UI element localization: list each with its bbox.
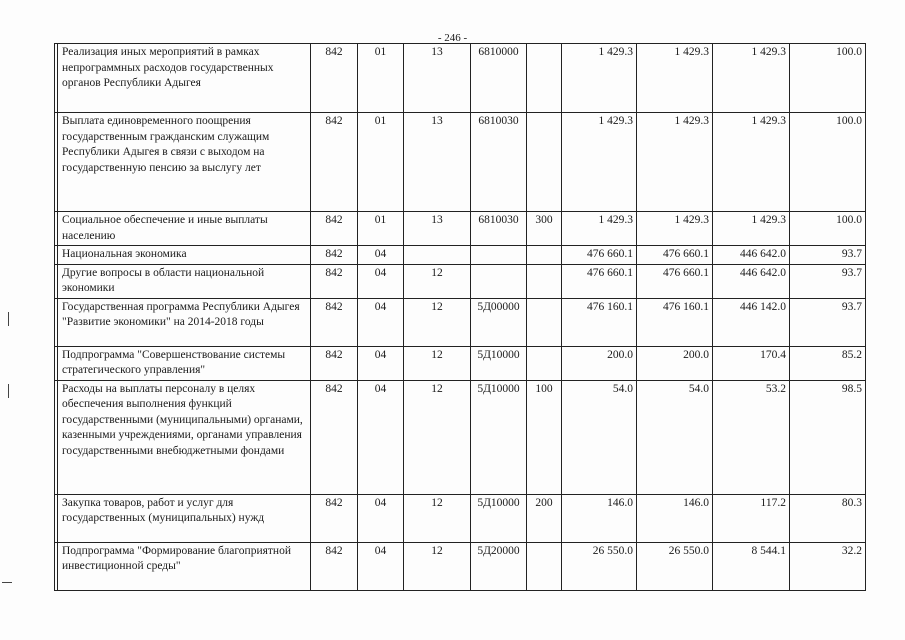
approved-amount: 1 429.3 [562, 113, 637, 212]
executed-amount: 170.4 [713, 346, 790, 380]
expense-type-code [527, 113, 562, 212]
target-article-code: 6810030 [471, 113, 527, 212]
row-name: Подпрограмма "Совершенствование системы стратегического управления" [58, 346, 311, 380]
dept-code: 842 [311, 542, 358, 590]
approved-amount: 476 660.1 [562, 264, 637, 298]
executed-amount: 446 642.0 [713, 246, 790, 265]
expense-type-code [527, 246, 562, 265]
approved-amount: 476 660.1 [562, 246, 637, 265]
expense-type-code [527, 298, 562, 346]
subsection-code: 12 [404, 380, 471, 494]
row-name: Выплата единовременного поощрения государственным гражданским служащим Республики Адыгея в связи с выходом на государственную пенсию за выслугу лет [58, 113, 311, 212]
expense-type-code [527, 542, 562, 590]
execution-percent: 100.0 [790, 212, 866, 246]
expense-type-code [527, 264, 562, 298]
section-code: 04 [358, 298, 404, 346]
refined-amount: 54.0 [637, 380, 713, 494]
subsection-code: 12 [404, 346, 471, 380]
execution-percent: 80.3 [790, 494, 866, 542]
refined-amount: 476 660.1 [637, 246, 713, 265]
dept-code: 842 [311, 212, 358, 246]
subsection-code: 13 [404, 44, 471, 113]
approved-amount: 200.0 [562, 346, 637, 380]
executed-amount: 1 429.3 [713, 113, 790, 212]
execution-percent: 93.7 [790, 246, 866, 265]
execution-percent: 93.7 [790, 298, 866, 346]
section-code: 04 [358, 542, 404, 590]
refined-amount: 476 660.1 [637, 264, 713, 298]
expense-type-code: 300 [527, 212, 562, 246]
target-article-code: 5Д00000 [471, 298, 527, 346]
table-row [55, 264, 866, 298]
section-code: 04 [358, 264, 404, 298]
expense-type-code: 200 [527, 494, 562, 542]
dept-code: 842 [311, 346, 358, 380]
subsection-code: 12 [404, 264, 471, 298]
dept-code: 842 [311, 264, 358, 298]
row-name: Реализация иных мероприятий в рамках непрограммных расходов государственных органов Республики Адыгея [58, 44, 311, 113]
table-row [55, 212, 866, 246]
row-name: Национальная экономика [58, 246, 311, 265]
target-article-code: 6810000 [471, 44, 527, 113]
scan-mark [2, 582, 12, 583]
expense-type-code [527, 346, 562, 380]
approved-amount: 26 550.0 [562, 542, 637, 590]
executed-amount: 1 429.3 [713, 44, 790, 113]
refined-amount: 476 160.1 [637, 298, 713, 346]
row-name: Социальное обеспечение и иные выплаты населению [58, 212, 311, 246]
refined-amount: 26 550.0 [637, 542, 713, 590]
dept-code: 842 [311, 494, 358, 542]
refined-amount: 146.0 [637, 494, 713, 542]
section-code: 04 [358, 246, 404, 265]
table-row [55, 542, 866, 590]
target-article-code: 6810030 [471, 212, 527, 246]
row-name: Подпрограмма "Формирование благоприятной инвестиционной среды" [58, 542, 311, 590]
row-name: Закупка товаров, работ и услуг для государственных (муниципальных) нужд [58, 494, 311, 542]
section-code: 01 [358, 212, 404, 246]
expense-type-code [527, 44, 562, 113]
refined-amount: 200.0 [637, 346, 713, 380]
table-row [55, 494, 866, 542]
subsection-code [404, 246, 471, 265]
executed-amount: 446 642.0 [713, 264, 790, 298]
executed-amount: 1 429.3 [713, 212, 790, 246]
page-number: - 246 - [437, 32, 468, 44]
table-row [55, 246, 866, 265]
table-row [55, 346, 866, 380]
subsection-code: 12 [404, 494, 471, 542]
target-article-code: 5Д10000 [471, 494, 527, 542]
table-row [55, 380, 866, 494]
section-code: 04 [358, 346, 404, 380]
dept-code: 842 [311, 246, 358, 265]
table-row [55, 113, 866, 212]
execution-percent: 100.0 [790, 113, 866, 212]
target-article-code: 5Д20000 [471, 542, 527, 590]
dept-code: 842 [311, 380, 358, 494]
section-code: 01 [358, 113, 404, 212]
executed-amount: 117.2 [713, 494, 790, 542]
approved-amount: 1 429.3 [562, 44, 637, 113]
execution-percent: 85.2 [790, 346, 866, 380]
execution-percent: 32.2 [790, 542, 866, 590]
execution-percent: 93.7 [790, 264, 866, 298]
executed-amount: 53.2 [713, 380, 790, 494]
subsection-code: 13 [404, 212, 471, 246]
scan-mark [8, 384, 9, 398]
subsection-code: 12 [404, 542, 471, 590]
row-name: Расходы на выплаты персоналу в целях обеспечения выполнения функций государственными (муниципальными) органами, казенными учреждениями, органами управления государственными внебюджетными фондами [58, 380, 311, 494]
execution-percent: 98.5 [790, 380, 866, 494]
refined-amount: 1 429.3 [637, 212, 713, 246]
subsection-code: 13 [404, 113, 471, 212]
budget-table [54, 43, 866, 591]
row-name: Государственная программа Республики Адыгея "Развитие экономики" на 2014-2018 годы [58, 298, 311, 346]
target-article-code: 5Д10000 [471, 380, 527, 494]
executed-amount: 8 544.1 [713, 542, 790, 590]
table-row [55, 298, 866, 346]
target-article-code [471, 246, 527, 265]
refined-amount: 1 429.3 [637, 44, 713, 113]
section-code: 04 [358, 494, 404, 542]
section-code: 04 [358, 380, 404, 494]
refined-amount: 1 429.3 [637, 113, 713, 212]
approved-amount: 146.0 [562, 494, 637, 542]
dept-code: 842 [311, 298, 358, 346]
approved-amount: 54.0 [562, 380, 637, 494]
target-article-code [471, 264, 527, 298]
expense-type-code: 100 [527, 380, 562, 494]
subsection-code: 12 [404, 298, 471, 346]
target-article-code: 5Д10000 [471, 346, 527, 380]
dept-code: 842 [311, 113, 358, 212]
row-name: Другие вопросы в области национальной экономики [58, 264, 311, 298]
scan-mark [8, 312, 9, 326]
table-row [55, 44, 866, 113]
execution-percent: 100.0 [790, 44, 866, 113]
dept-code: 842 [311, 44, 358, 113]
approved-amount: 1 429.3 [562, 212, 637, 246]
section-code: 01 [358, 44, 404, 113]
executed-amount: 446 142.0 [713, 298, 790, 346]
approved-amount: 476 160.1 [562, 298, 637, 346]
